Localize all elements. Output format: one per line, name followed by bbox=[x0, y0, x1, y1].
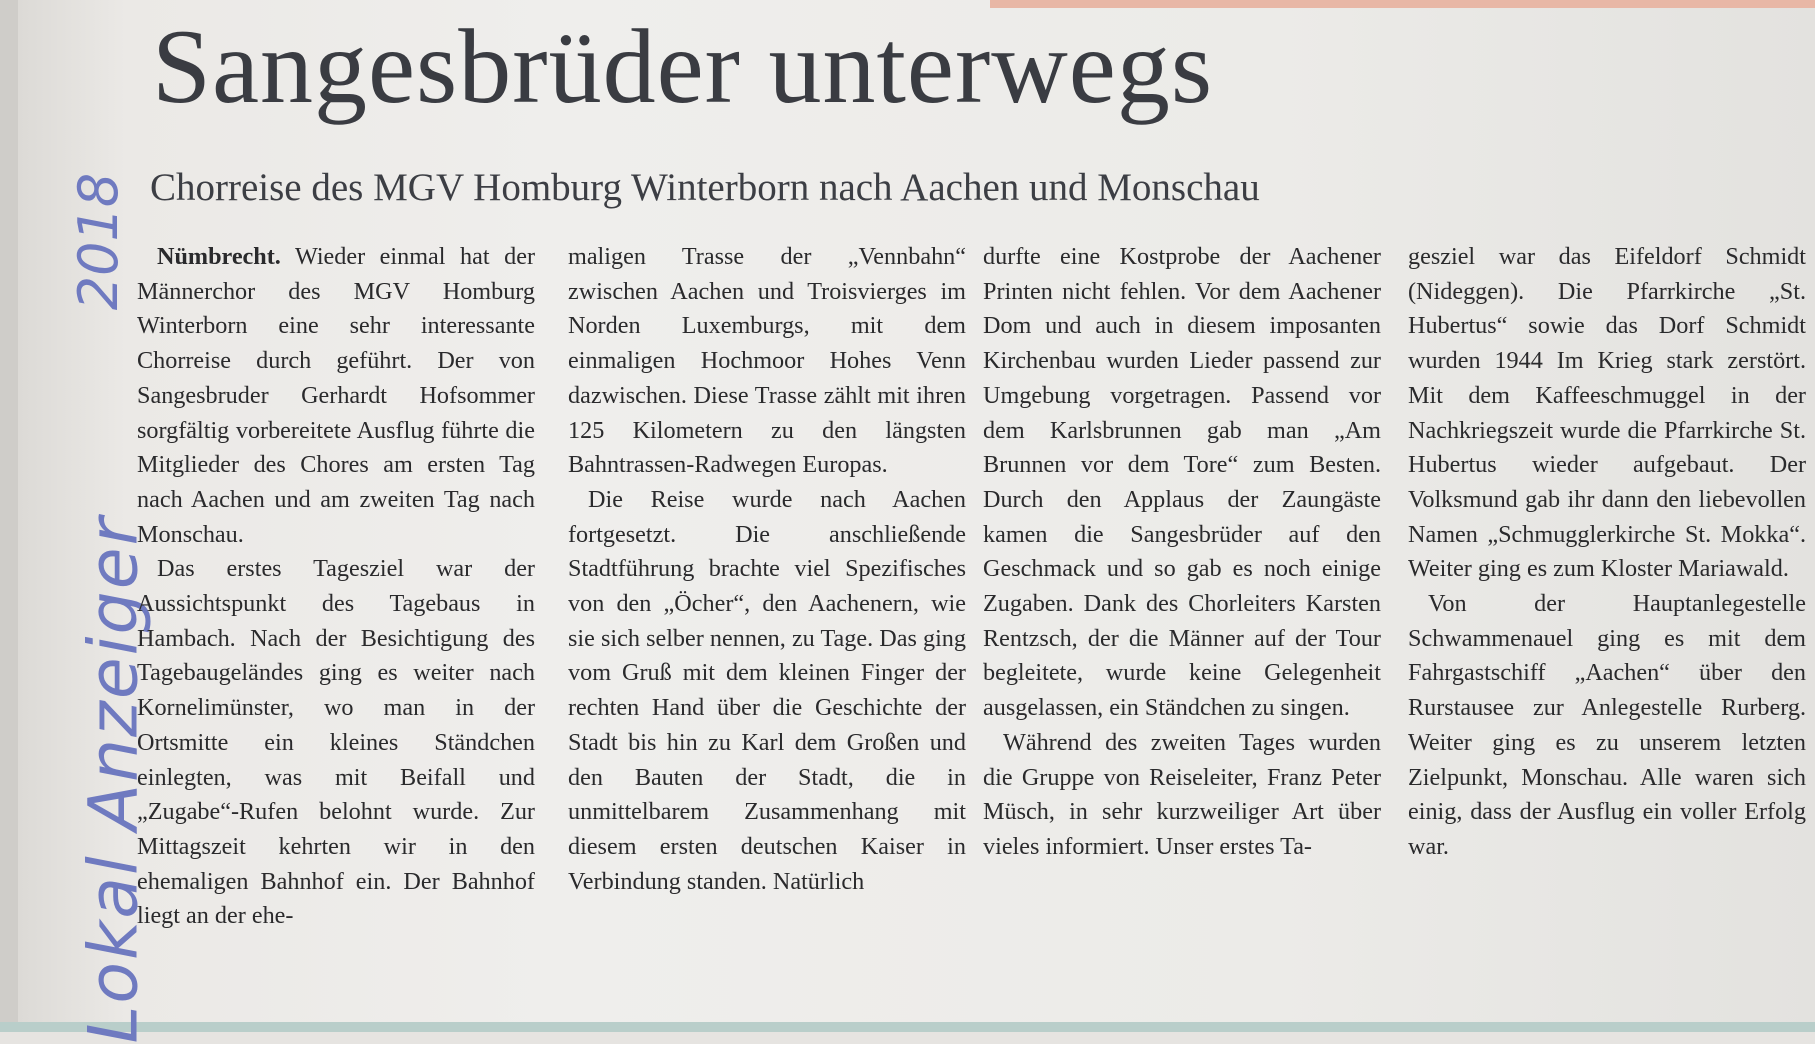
handwritten-source-text: Lokal Anzeiger bbox=[74, 515, 154, 1044]
column-1-paragraph-1-text: Wieder einmal hat der Männerchor des MGV Homburg Winterborn eine sehr interessante Chorreise durch geführt. Der von Sangesbruder Gerhardt Hofsommer sorgfältig vorbereitete Ausflug führte die Mitglieder des Chores am ersten Tag nach Aachen und am zweiten Tag nach Monschau. bbox=[137, 243, 535, 548]
bottom-color-strip bbox=[0, 1022, 1815, 1032]
column-4-paragraph-1: gesziel war das Eifeldorf Schmidt (Nideggen). Die Pfarrkirche „St. Hubertus“ sowie das Dorf Schmidt wurden 1944 Im Krieg stark zerstört. Mit dem Kaffeeschmuggel in der Nachkriegszeit wurde die Pfarrkirche St. Hubertus wieder aufgebaut. Der Volksmund gab ihr dann den liebevollen Namen „Schmugglerkirche St. Mokka“. Weiter ging es zum Kloster Mariawald. bbox=[1408, 243, 1806, 583]
article-subheadline: Chorreise des MGV Homburg Winterborn nach Aachen und Monschau bbox=[150, 166, 1260, 209]
article-column-4 bbox=[1408, 240, 1806, 865]
handwritten-source bbox=[0, 515, 154, 1044]
article-headline: Sangesbrüder unterwegs bbox=[152, 8, 1214, 125]
column-4-paragraph-2: Von der Hauptanlegestelle Schwammenauel ging es mit dem Fahrgastschiff „Aachen“ über den Rurstausee zur Anlegestelle Rurberg. Weiter ging es zu unserem letzten Zielpunkt, Monschau. Alle waren sich einig, dass der Ausflug ein voller Erfolg war. bbox=[1408, 590, 1806, 860]
article-column-1 bbox=[137, 240, 535, 934]
article-column-3 bbox=[983, 240, 1381, 865]
article-column-2 bbox=[568, 240, 966, 899]
column-3-paragraph-1: durfte eine Kostprobe der Aachener Printen nicht fehlen. Vor dem Aachener Dom und auch in diesem imposanten Kirchenbau wurden Lieder passend zur Umgebung vorgetragen. Passend vor dem Karlsbrunnen gab man „Am Brunnen vor dem Tore“ zum Besten. Durch den Applaus der Zaungäste kamen die Sangesbrüder auf den Geschmack und so gab es noch einige Zugaben. Dank des Chorleiters Karsten Rentzsch, der die Männer auf der Tour begleitete, wurde keine Gelegenheit ausgelassen, ein Ständchen zu singen. bbox=[983, 243, 1381, 722]
dateline: Nümbrecht. bbox=[157, 243, 281, 270]
handwritten-year-text: 2018 bbox=[67, 172, 131, 311]
column-2-paragraph-1: maligen Trasse der „Vennbahn“ zwischen Aachen und Troisvierges im Norden Luxemburgs, mit dem einmaligen Hochmoor Hohes Venn dazwischen. Diese Trasse zählt mit ihren 125 Kilometern zu den längsten Bahntrassen-Radwegen Europas. bbox=[568, 243, 966, 479]
column-3-paragraph-2: Während des zweiten Tages wurden die Gruppe von Reiseleiter, Franz Peter Müsch, in sehr kurzweiliger Art über vieles informiert. Unser erstes Ta- bbox=[983, 728, 1381, 860]
column-2-paragraph-2: Die Reise wurde nach Aachen fortgesetzt. Die anschließende Stadtführung brachte viel Spezifisches von den „Öcher“, den Aachenern, wie sie sich selber nennen, zu Tage. Das ging vom Gruß mit dem kleinen Finger der rechten Hand über die Geschichte der Stadt bis hin zu Karl dem Großen und den Bauten der Stadt, die in unmittelbarem Zusammenhang mit diesem ersten deutschen Kaiser in Verbindung standen. Natürlich bbox=[568, 485, 966, 895]
handwritten-year bbox=[10, 170, 131, 311]
column-1-paragraph-1 bbox=[137, 240, 535, 552]
column-1-paragraph-2: Das erstes Tagesziel war der Aussichtspunkt des Tagebaus in Hambach. Nach der Besichtigung des Tagebaugeländes ging es weiter nach Kornelimünster, wo man in der Ortsmitte ein kleines Ständchen einlegten, was mit Beifall und „Zugabe“-Rufen belohnt wurde. Zur Mittagszeit kehrten wir in den ehemaligen Bahnhof ein. Der Bahnhof liegt an der ehe- bbox=[137, 555, 535, 930]
